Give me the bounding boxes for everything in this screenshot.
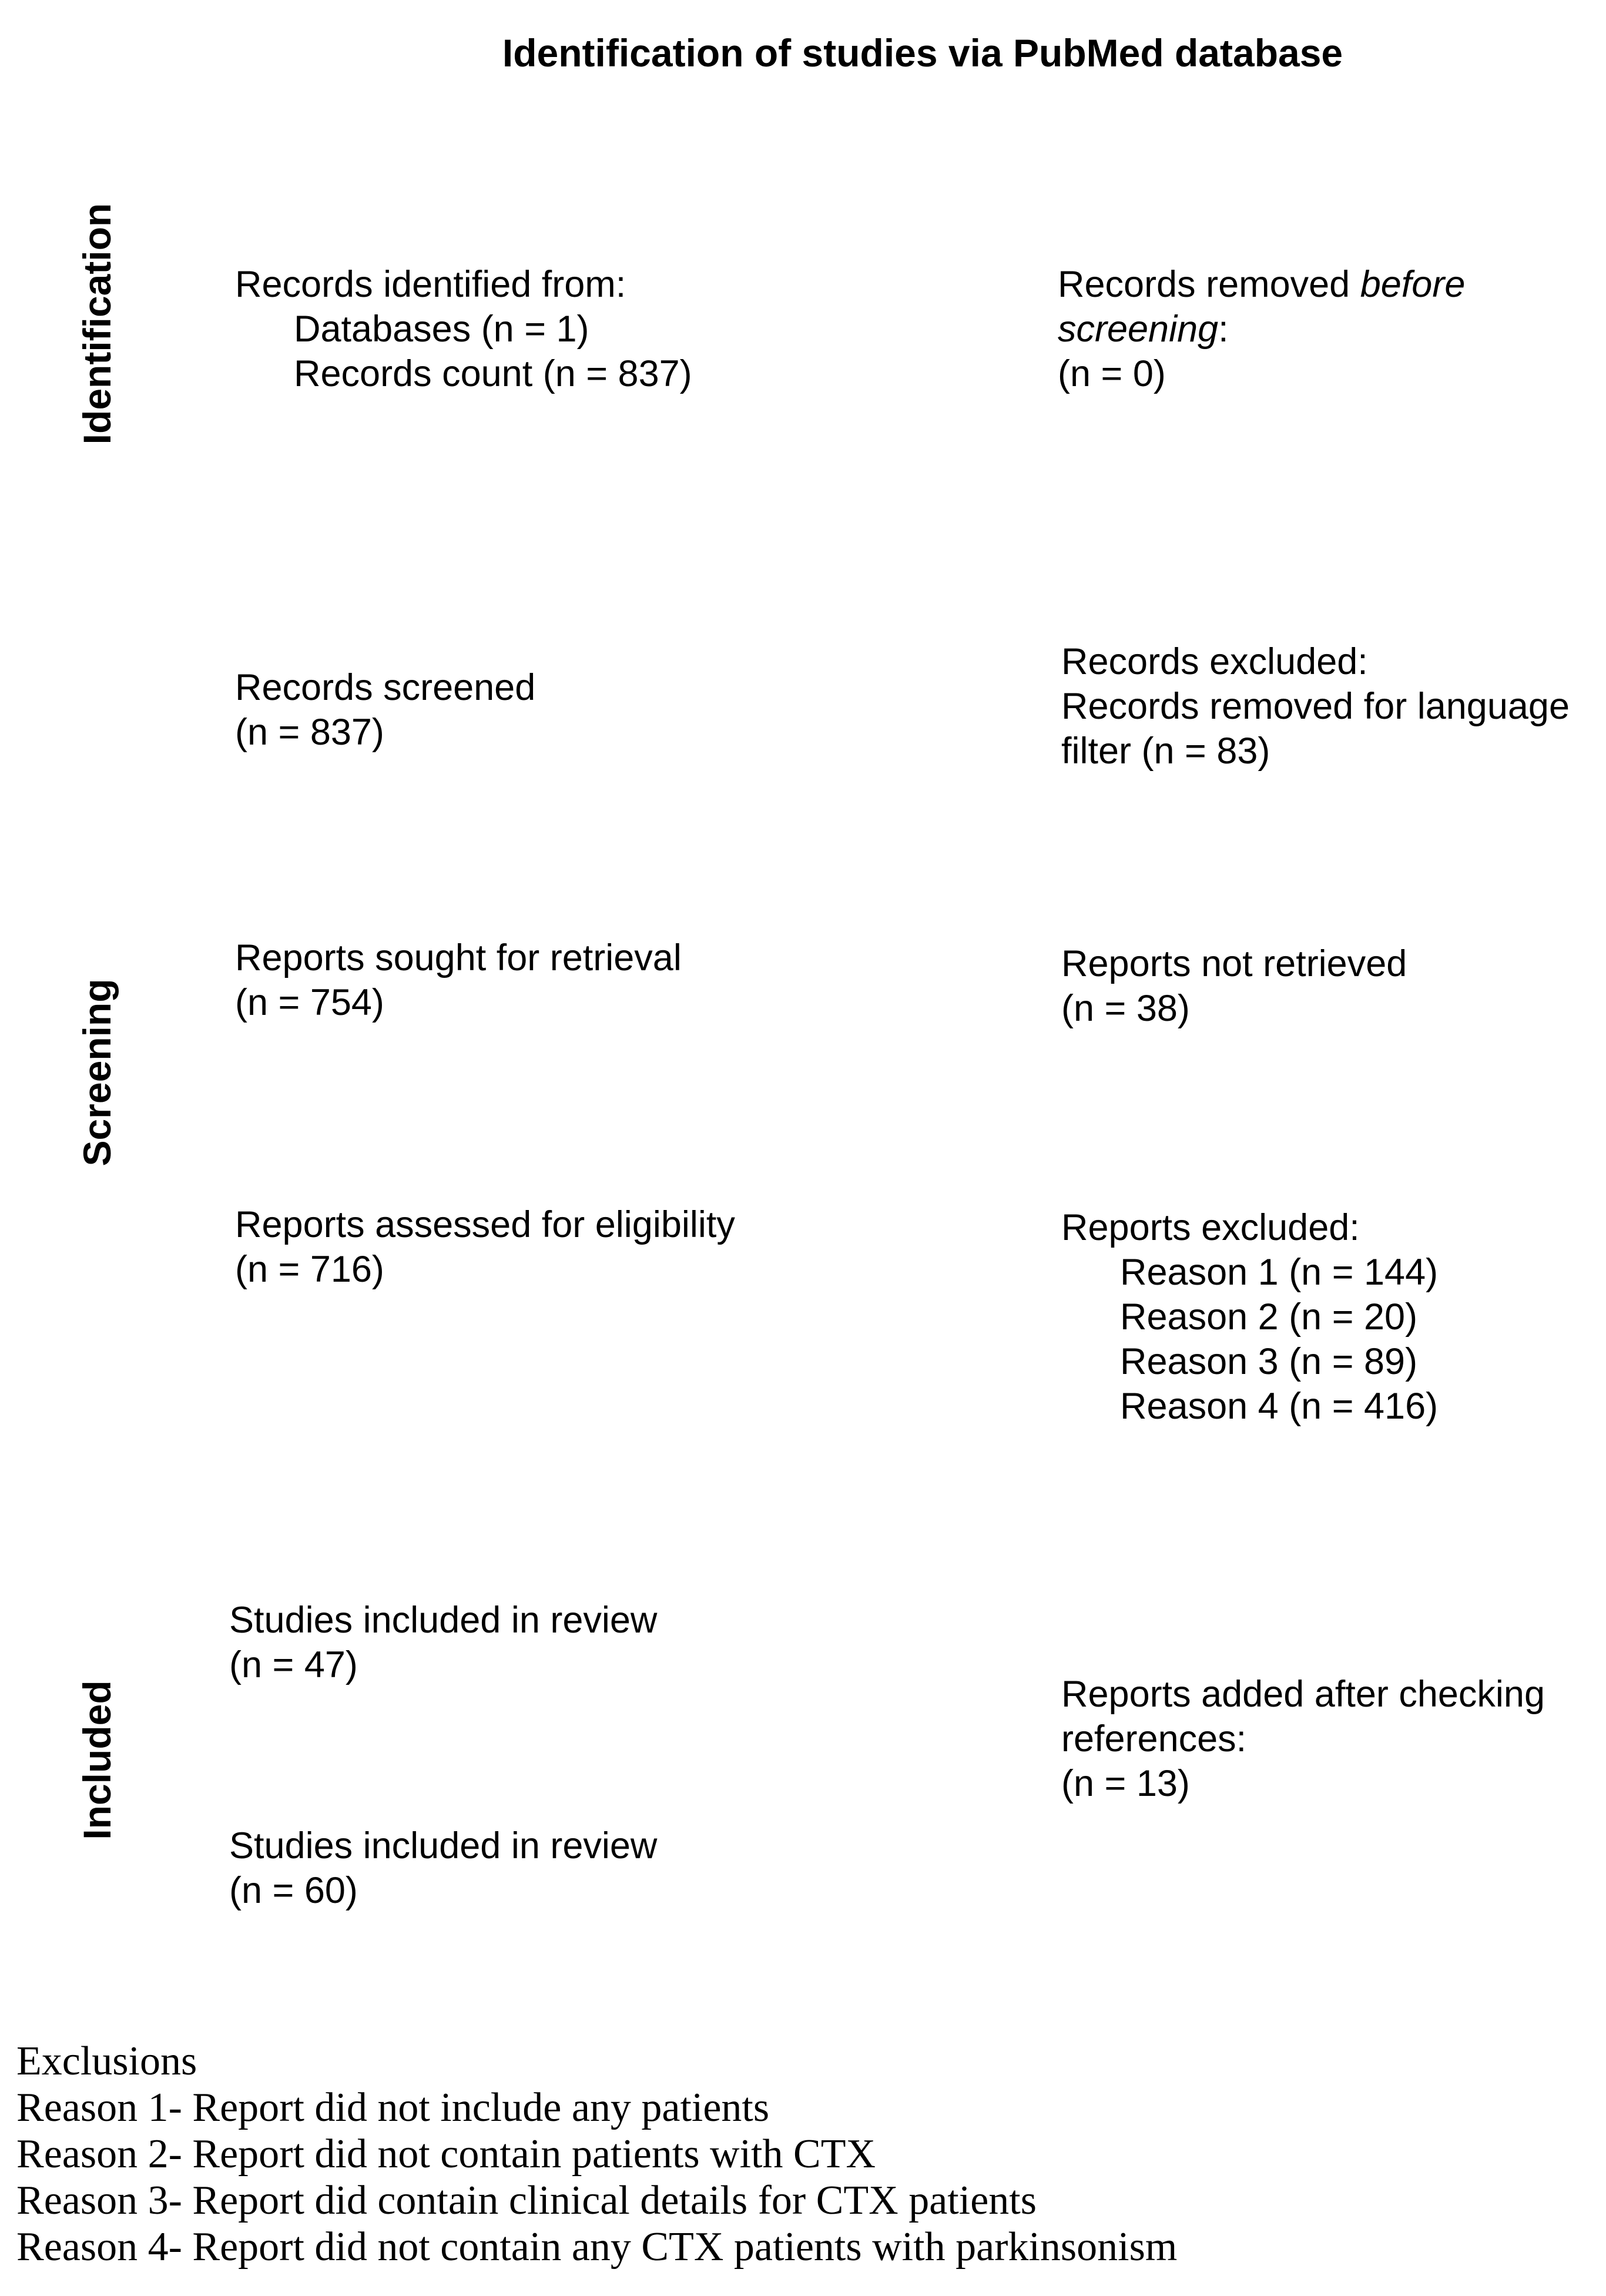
records-excluded-language-line: Records removed for language bbox=[1061, 686, 1570, 727]
exclusions-heading: Exclusions bbox=[16, 2039, 197, 2084]
exclusion-reason-3: Reason 3- Report did contain clinical details for CTX patients bbox=[16, 2178, 1037, 2223]
diagram-title: Identification of studies via PubMed database bbox=[502, 31, 1343, 75]
reports-assessed-label: Reports assessed for eligibility bbox=[235, 1204, 735, 1245]
studies-included-initial-count: (n = 47) bbox=[229, 1644, 358, 1685]
reports-not-retrieved-count: (n = 38) bbox=[1061, 988, 1190, 1029]
records-excluded-heading: Records excluded: bbox=[1061, 641, 1368, 682]
records-count: Records count (n = 837) bbox=[294, 353, 692, 394]
exclusion-reason-2: Reason 2- Report did not contain patients with CTX bbox=[16, 2131, 876, 2177]
records-removed-before-screening-box bbox=[1058, 262, 1465, 396]
reports-added-line-1: Reports added after checking bbox=[1061, 1674, 1545, 1715]
records-removed-count: (n = 0) bbox=[1058, 353, 1166, 394]
reports-added-box bbox=[1061, 1672, 1545, 1806]
reports-excluded-reason-2: Reason 2 (n = 20) bbox=[1120, 1296, 1418, 1338]
reports-not-retrieved-box bbox=[1061, 941, 1407, 1031]
records-screened-count: (n = 837) bbox=[235, 712, 384, 753]
exclusion-reason-1: Reason 1- Report did not include any patients bbox=[16, 2085, 770, 2130]
records-removed-line-1: Records removed before bbox=[1058, 264, 1466, 305]
records-excluded-count: filter (n = 83) bbox=[1061, 730, 1270, 772]
reports-added-count: (n = 13) bbox=[1061, 1763, 1190, 1804]
reports-excluded-reason-3: Reason 3 (n = 89) bbox=[1120, 1341, 1418, 1382]
records-screened-label: Records screened bbox=[235, 667, 536, 708]
reports-assessed-count: (n = 716) bbox=[235, 1249, 384, 1290]
reports-excluded-box bbox=[1061, 1205, 1438, 1429]
reports-added-line-2: references: bbox=[1061, 1718, 1247, 1759]
studies-included-initial-box bbox=[229, 1598, 657, 1687]
records-excluded-box bbox=[1061, 639, 1570, 773]
reports-sought-count: (n = 754) bbox=[235, 982, 384, 1023]
studies-included-final-box bbox=[229, 1824, 657, 1913]
records-identified-heading: Records identified from: bbox=[235, 264, 626, 305]
reports-assessed-box bbox=[235, 1202, 735, 1292]
stage-label-included: Included bbox=[75, 1680, 119, 1840]
stage-label-identification: Identification bbox=[75, 203, 119, 445]
records-removed-line-2: screening: bbox=[1058, 309, 1229, 350]
reports-sought-label: Reports sought for retrieval bbox=[235, 937, 682, 978]
studies-included-final-count: (n = 60) bbox=[229, 1870, 358, 1911]
records-screened-box bbox=[235, 665, 535, 755]
exclusions-footnotes bbox=[16, 2038, 1177, 2270]
records-identified-box bbox=[235, 262, 692, 396]
reports-excluded-heading: Reports excluded: bbox=[1061, 1207, 1360, 1248]
databases-count: Databases (n = 1) bbox=[294, 309, 589, 350]
reports-sought-box bbox=[235, 936, 682, 1025]
studies-included-final-label: Studies included in review bbox=[229, 1825, 658, 1866]
reports-excluded-reason-4: Reason 4 (n = 416) bbox=[1120, 1386, 1439, 1427]
reports-not-retrieved-label: Reports not retrieved bbox=[1061, 943, 1407, 984]
studies-included-initial-label: Studies included in review bbox=[229, 1600, 658, 1641]
exclusion-reason-4: Reason 4- Report did not contain any CTX patients with parkinsonism bbox=[16, 2224, 1178, 2270]
reports-excluded-reason-1: Reason 1 (n = 144) bbox=[1120, 1252, 1439, 1293]
stage-label-screening: Screening bbox=[75, 978, 119, 1167]
